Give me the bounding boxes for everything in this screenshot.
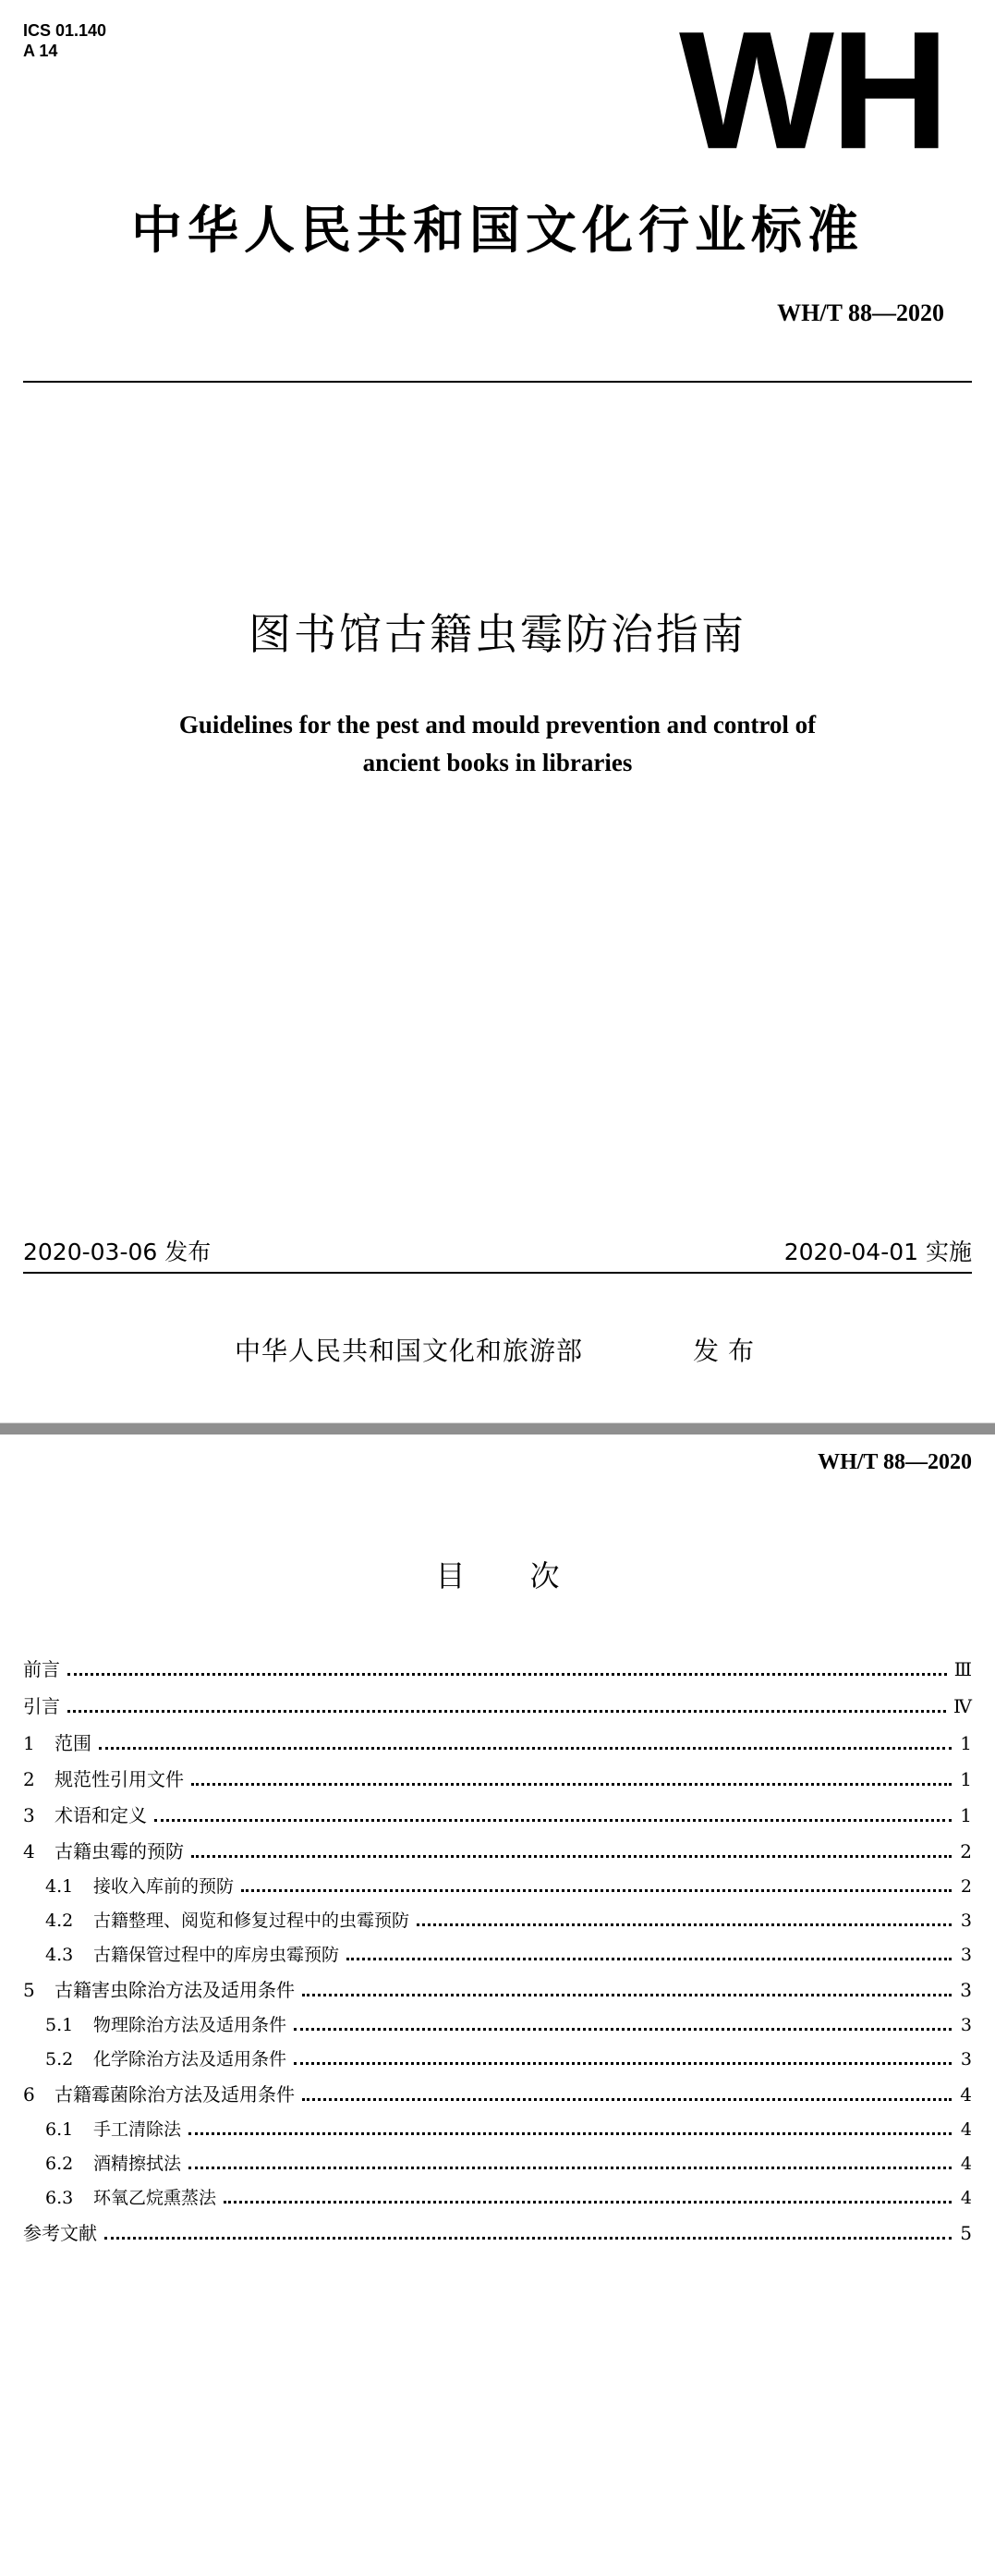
toc-heading: [0, 1553, 995, 1595]
toc-entry-page: 2: [960, 1876, 972, 1897]
toc-entry-number: 5.2: [45, 2049, 74, 2069]
toc-entry-label: 参考文献: [23, 2222, 97, 2244]
issue-date: 2020-03-06 发布: [23, 1239, 212, 1265]
toc-dot-leader: [346, 1958, 952, 1960]
toc-dot-leader: [188, 2132, 952, 2135]
toc-entry-page: 1: [960, 1732, 972, 1754]
wh-logo: WH: [679, 0, 946, 184]
toc-entry-label: 古籍保管过程中的库房虫霉预防: [93, 1945, 340, 1965]
toc-entry-page: 1: [960, 1768, 972, 1790]
document-title-en: [0, 706, 995, 782]
toc-dot-leader: [302, 2098, 952, 2101]
toc-entry[interactable]: [23, 1764, 972, 1801]
toc-entry-page: 4: [960, 2083, 972, 2106]
toc-entry[interactable]: [23, 2011, 972, 2045]
toc-entry[interactable]: [23, 2080, 972, 2116]
toc-dot-leader: [417, 1923, 952, 1926]
toc-entry[interactable]: [23, 2045, 972, 2080]
toc-entry-page: Ⅳ: [953, 1695, 972, 1717]
toc-entry[interactable]: [23, 1837, 972, 1873]
toc-entry-page: 3: [960, 2015, 972, 2035]
document-title-zh: 图书馆古籍虫霉防治指南: [249, 609, 746, 659]
toc-entry[interactable]: [23, 2116, 972, 2150]
toc-dot-leader: [302, 1994, 952, 1996]
toc-entry-page: 2: [960, 1840, 972, 1862]
toc-dot-leader: [191, 1783, 952, 1786]
toc-entry-label: 古籍虫霉的预防: [55, 1840, 184, 1862]
top-divider: [23, 381, 972, 383]
toc-entry-page: 4: [960, 2154, 972, 2174]
toc-dot-leader: [154, 1819, 952, 1822]
toc-entry[interactable]: [23, 1654, 972, 1691]
toc-entry-label: 化学除治方法及适用条件: [93, 2049, 287, 2069]
toc-entry-label: 酒精擦拭法: [93, 2154, 182, 2174]
toc-entry[interactable]: [23, 2184, 972, 2218]
toc-entry[interactable]: [23, 1728, 972, 1764]
toc-entry-label: 术语和定义: [55, 1804, 147, 1826]
toc-entry-label: 手工清除法: [93, 2119, 182, 2140]
toc-entry[interactable]: [23, 1801, 972, 1837]
toc-entry[interactable]: [23, 1941, 972, 1975]
publisher-verb: 发布: [693, 1336, 764, 1366]
toc-entry[interactable]: [23, 1691, 972, 1728]
toc-entry-page: 3: [960, 1979, 972, 2001]
toc-entry-label: 古籍霉菌除治方法及适用条件: [55, 2083, 295, 2106]
toc-entry-label: 规范性引用文件: [55, 1768, 184, 1790]
toc-dot-leader: [294, 2062, 952, 2065]
toc-entry-number: 4: [23, 1840, 35, 1862]
toc-heading-char-1: 目: [435, 1558, 466, 1593]
toc-entry-number: 3: [23, 1804, 35, 1826]
toc-entry-page: 3: [960, 2049, 972, 2069]
toc-entry-number: 1: [23, 1732, 35, 1754]
toc-entry[interactable]: [23, 1907, 972, 1941]
standard-number: WH/T 88—2020: [777, 299, 944, 326]
toc-entry-label: 引言: [23, 1695, 60, 1717]
toc-entry[interactable]: [23, 1975, 972, 2011]
toc-entry-label: 前言: [23, 1658, 60, 1680]
toc-dot-leader: [188, 2167, 952, 2169]
title-en-line-2: ancient books in libraries: [362, 749, 633, 776]
implement-date: 2020-04-01 实施: [783, 1239, 972, 1265]
toc-entry-label: 物理除治方法及适用条件: [93, 2015, 287, 2035]
publisher: 中华人民共和国文化和旅游部: [235, 1336, 584, 1366]
toc-page: [0, 1435, 995, 2576]
toc-list: [23, 1654, 972, 2255]
toc-entry-page: 4: [960, 2119, 972, 2140]
toc-entry-number: 4.3: [45, 1945, 74, 1965]
toc-entry-page: 5: [960, 2222, 972, 2244]
toc-entry[interactable]: [23, 1873, 972, 1907]
toc-entry-number: 6: [23, 2083, 35, 2106]
toc-dot-leader: [294, 2028, 952, 2031]
toc-entry-number: 6.2: [45, 2154, 74, 2174]
toc-entry-page: Ⅲ: [953, 1658, 972, 1680]
toc-entry-label: 古籍害虫除治方法及适用条件: [55, 1979, 295, 2001]
toc-dot-leader: [241, 1889, 952, 1892]
ccs-code: A 14: [23, 42, 58, 60]
toc-entry-label: 范围: [55, 1732, 91, 1754]
page-separator: [0, 1423, 995, 1435]
toc-dot-leader: [191, 1855, 952, 1858]
toc-entry-page: 4: [960, 2188, 972, 2208]
toc-heading-char-2: 次: [529, 1558, 560, 1593]
toc-entry[interactable]: [23, 2218, 972, 2255]
toc-entry-number: 4.2: [45, 1911, 74, 1931]
toc-entry-number: 4.1: [45, 1876, 74, 1897]
bottom-divider: [23, 1272, 972, 1274]
toc-entry-number: 5.1: [45, 2015, 74, 2035]
toc-dot-leader: [67, 1673, 947, 1676]
toc-entry-number: 2: [23, 1768, 35, 1790]
toc-dot-leader: [99, 1747, 952, 1750]
toc-entry-number: 6.1: [45, 2119, 74, 2140]
toc-entry-label: 环氧乙烷熏蒸法: [93, 2188, 217, 2208]
toc-entry-label: 古籍整理、阅览和修复过程中的虫霉预防: [93, 1911, 410, 1931]
toc-entry-number: 6.3: [45, 2188, 74, 2208]
toc-dot-leader: [224, 2201, 952, 2204]
toc-entry-number: 5: [23, 1979, 35, 2001]
toc-dot-leader: [67, 1710, 946, 1713]
classification-codes: [23, 20, 106, 61]
toc-dot-leader: [104, 2237, 952, 2240]
toc-entry[interactable]: [23, 2150, 972, 2184]
title-en-line-1: Guidelines for the pest and mould prevention and control of: [178, 711, 817, 739]
standard-type-title: 中华人民共和国文化行业标准: [130, 201, 864, 260]
toc-entry-page: 3: [960, 1911, 972, 1931]
ics-code: ICS 01.140: [23, 21, 107, 40]
toc-entry-label: 接收入库前的预防: [93, 1876, 235, 1897]
toc-header-number: WH/T 88—2020: [818, 1450, 972, 1474]
toc-entry-page: 3: [960, 1945, 972, 1965]
toc-entry-page: 1: [960, 1804, 972, 1826]
